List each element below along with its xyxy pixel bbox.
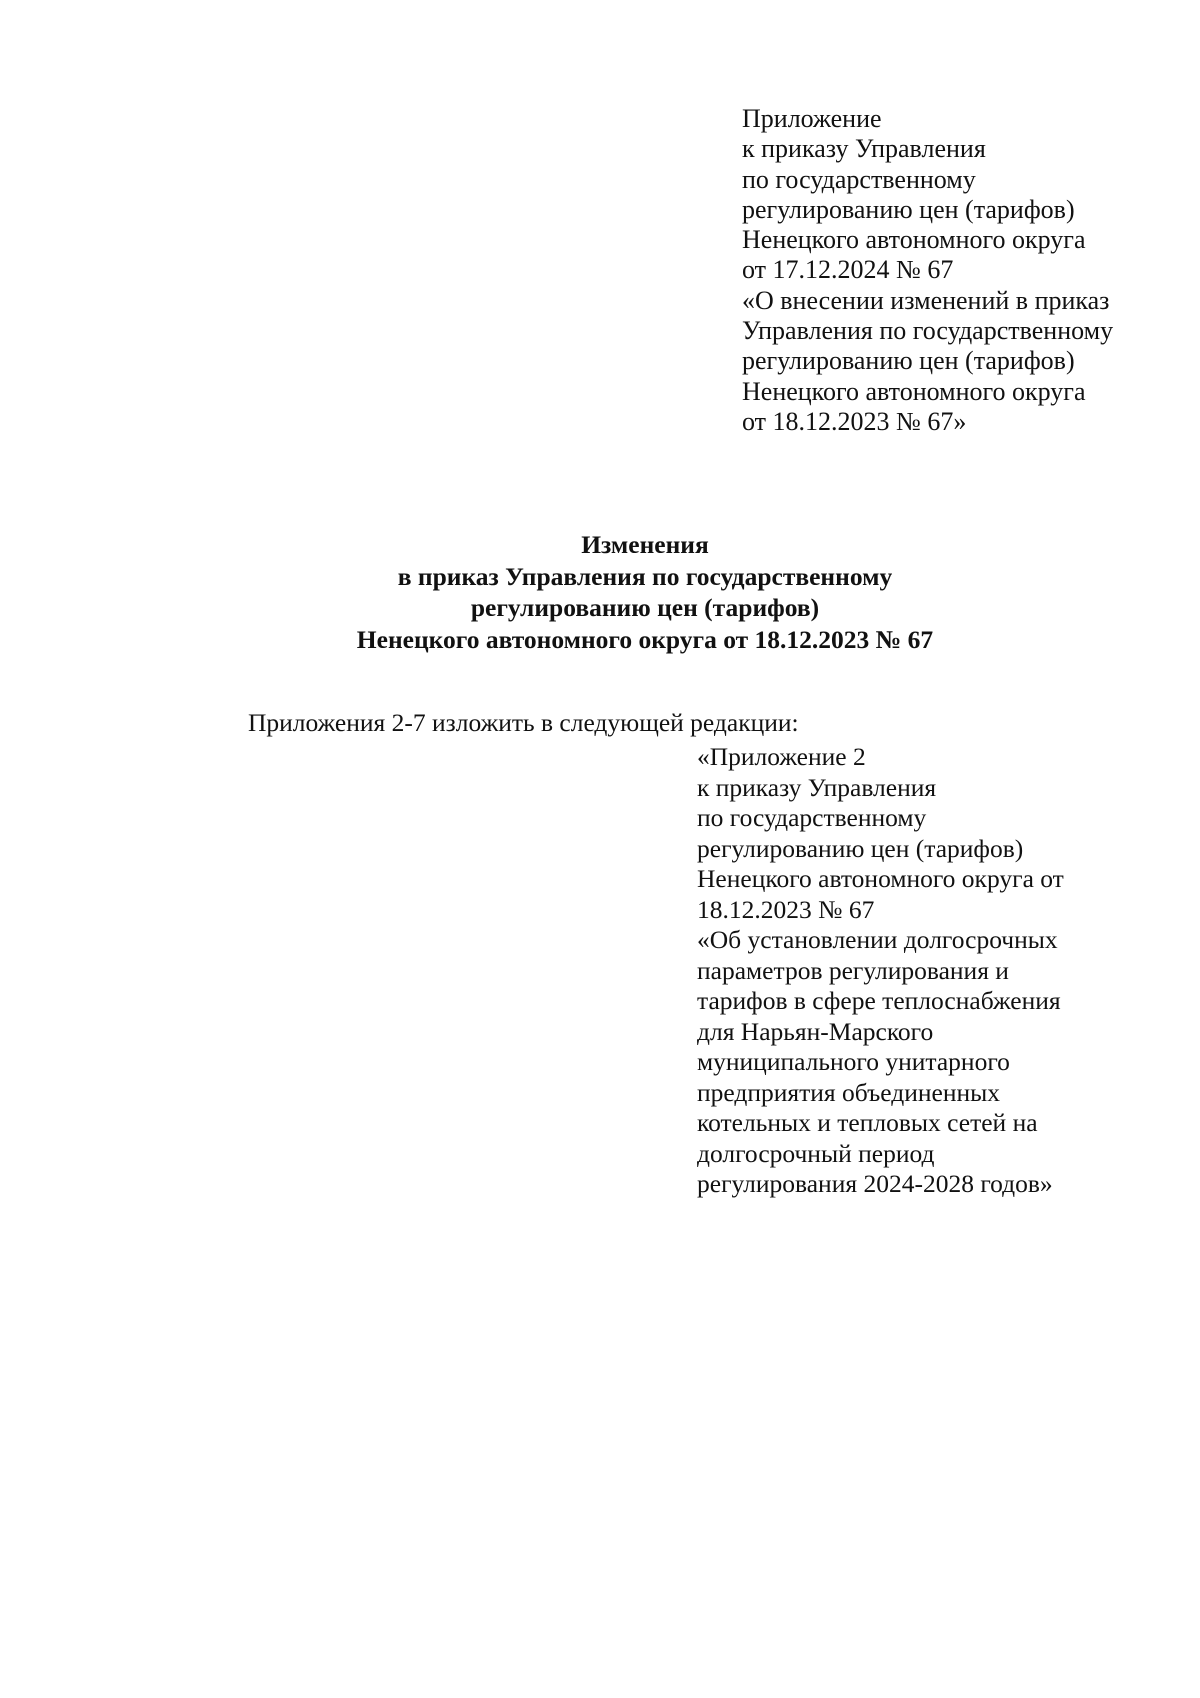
appendix-2-line: к приказу Управления	[697, 772, 937, 802]
document-title-line: Изменения	[581, 530, 709, 559]
appendix-header-line: к приказу Управления	[742, 134, 986, 164]
appendix-2-header	[697, 742, 1064, 1200]
appendix-2-line: предприятия объединенных	[697, 1077, 1001, 1107]
intro-paragraph: Приложения 2-7 изложить в следующей редакции:	[248, 708, 799, 737]
appendix-2-line: 18.12.2023 № 67	[697, 894, 875, 924]
appendix-2-line: параметров регулирования и	[697, 955, 1009, 985]
appendix-2-line: муниципального унитарного	[697, 1047, 1010, 1076]
appendix-header-line: от 17.12.2024 № 67	[742, 255, 954, 285]
document-title-line: регулированию цен (тарифов)	[470, 593, 820, 622]
appendix-2-line: регулированию цен (тарифов)	[697, 833, 1024, 863]
appendix-2-line: регулирования 2024-2028 годов»	[697, 1169, 1053, 1198]
appendix-header-line: Ненецкого автономного округа	[742, 376, 1086, 406]
appendix-header-line: Управления по государственному	[742, 316, 1114, 346]
appendix-header-line: «О внесении изменений в приказ	[742, 285, 1110, 315]
appendix-header-line: Ненецкого автономного округа	[742, 225, 1086, 255]
appendix-2-line: котельных и тепловых сетей на	[697, 1108, 1038, 1137]
appendix-2-line: для Нарьян-Марского	[697, 1016, 934, 1046]
appendix-2-line: «Приложение 2	[697, 742, 866, 771]
appendix-2-line: долгосрочный период	[697, 1138, 935, 1168]
appendix-header-line: Приложение	[742, 104, 882, 133]
appendix-header	[742, 104, 1113, 437]
document-title	[0, 529, 1200, 655]
document-title-line: Ненецкого автономного округа от 18.12.2023 № 67	[356, 624, 934, 654]
appendix-header-line: по государственному	[742, 164, 976, 194]
appendix-header-line: регулированию цен (тарифов)	[742, 346, 1075, 376]
appendix-2-line: Ненецкого автономного округа от	[697, 864, 1064, 893]
appendix-header-line: регулированию цен (тарифов)	[742, 194, 1075, 224]
appendix-2-line: по государственному	[697, 803, 927, 832]
appendix-header-line: от 18.12.2023 № 67»	[742, 406, 967, 436]
document-title-line: в приказ Управления по государственному	[397, 561, 893, 591]
appendix-2-line: «Об установлении долгосрочных	[697, 925, 1058, 954]
appendix-2-line: тарифов в сфере теплоснабжения	[697, 986, 1061, 1015]
